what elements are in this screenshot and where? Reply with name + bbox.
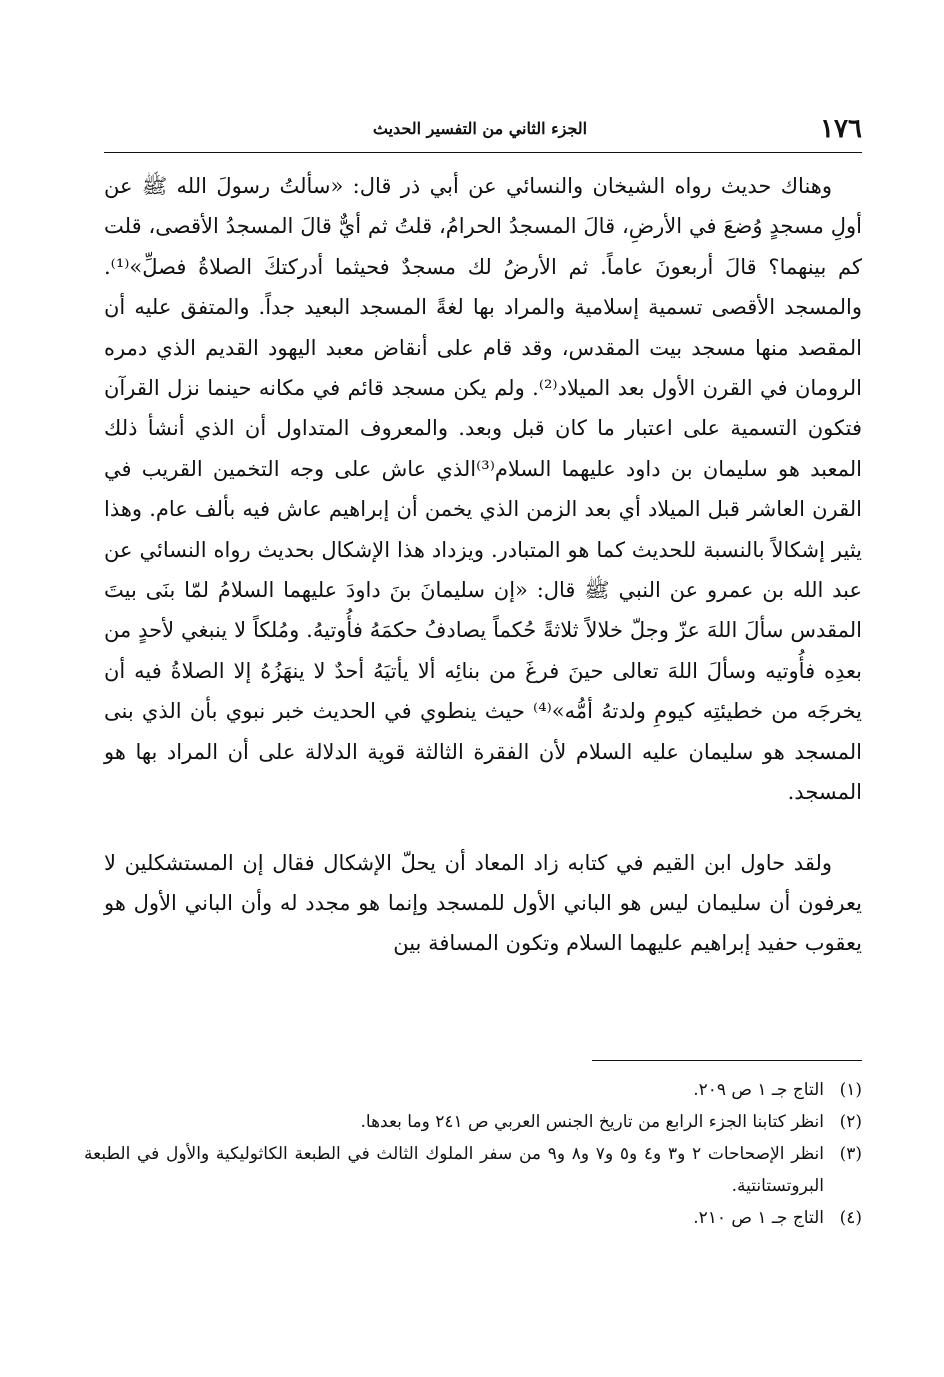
paragraph: وهناك حديث رواه الشيخان والنسائي عن أبي ذر قال: «سألتُ رسولَ الله ﷺ عن أولِ مسجدٍ وُضعَ في الأرضِ، قالَ المسجدُ الحرامُ، قلتُ ثم أيٌّ قالَ المسجدُ الأقصى، قلت كم بينهما؟ قالَ أربعونَ عاماً. ثم الأرضُ لك مسجدٌ فحيثما أدركتكَ الصلاةُ فصلِّ»⁽¹⁾. والمسجد الأقصى تسمية إسلامية والمراد بها لغةً المسجد البعيد جداً. والمتفق عليه أن المقصد منها مسجد بيت المقدس، وقد قام على أنقاض معبد اليهود القديم الذي دمره الرومان في القرن الأول بعد الميلاد⁽²⁾. ولم يكن مسجد قائم في مكانه حينما نزل القرآن فتكون التسمية على اعتبار ما كان قبل وبعد. والمعروف المتداول أن الذي أنشأ ذلك المعبد هو سليمان بن داود عليهما السلام⁽³⁾الذي عاش على وجه التخمين القريب في القرن العاشر قبل الميلاد أي بعد الزمن الذي يخمن أن إبراهيم عاش فيه بألف عام. وهذا يثير إشكالاً بالنسبة للحديث كما هو المتبادر. ويزداد هذا الإشكال بحديث رواه النسائي عن عبد الله بن عمرو عن النبي ﷺ قال: «إن سليمانَ بنَ داودَ عليهما السلامُ لمّا بنَى بيتَ المقدس سألَ اللهَ عزّ وجلّ خلالاً ثلاثةً حُكماً يصادفُ حكمَهُ فأُوتيهُ. ومُلكاً لا ينبغي لأحدٍ من بعدِه فأُوتيه وسألَ اللهَ تعالى حينَ فرغَ من بنائِه ألا يأتيَهُ أحدٌ لا ينهَزُهُ إلا الصلاةُ فيه أن يخرجَه من خطيئتِه كيومِ ولدتهُ أمُّه»⁽⁴⁾ حيث ينطوي في الحديث خبر نبوي بأن الذي بنى المسجد هو سليمان عليه السلام لأن الفقرة الثالثة قوية الدلالة على أن المراد بها هو المسجد.	[104, 174, 862, 805]
main-text	[104, 166, 862, 964]
footnote	[84, 1138, 862, 1202]
page-number: ١٧٦	[820, 114, 862, 144]
footnote	[84, 1202, 862, 1234]
paragraph: ولقد حاول ابن القيم في كتابه زاد المعاد أن يحلّ الإشكال فقال إن المستشكلين لا يعرفون أن سليمان ليس هو الباني الأول للمسجد وإنما هو مجدد له وأن الباني الأول هو يعقوب حفيد إبراهيم عليهما السلام وتكون المسافة بين	[104, 850, 862, 956]
header-rule	[104, 152, 862, 153]
book-title: الجزء الثاني من التفسير الحديث	[372, 119, 588, 138]
footnote-number: (٣)	[839, 1144, 862, 1164]
footnote-text: التاج جـ ١ ص ٢١٠.	[693, 1208, 824, 1228]
footnote-number: (٤)	[839, 1208, 862, 1228]
footnote-separator	[592, 1060, 862, 1061]
footnote-number: (٢)	[839, 1112, 862, 1132]
footnote	[84, 1074, 862, 1106]
footnote-text: انظر كتابنا الجزء الرابع من تاريخ الجنس العربي ص ٢٤١ وما بعدها.	[360, 1112, 824, 1132]
footnote	[84, 1106, 862, 1138]
running-header	[104, 112, 862, 146]
footnote-text: التاج جـ ١ ص ٢٠٩.	[693, 1080, 824, 1100]
footnote-number: (١)	[839, 1080, 862, 1100]
footnote-text: انظر الإصحاحات ٢ و٣ و٤ و٥ و٧ و٨ و٩ من سفر الملوك الثالث في الطبعة الكاثوليكية والأول في الطبعة البروتستانتية.	[84, 1144, 824, 1196]
footnotes	[84, 1074, 862, 1234]
